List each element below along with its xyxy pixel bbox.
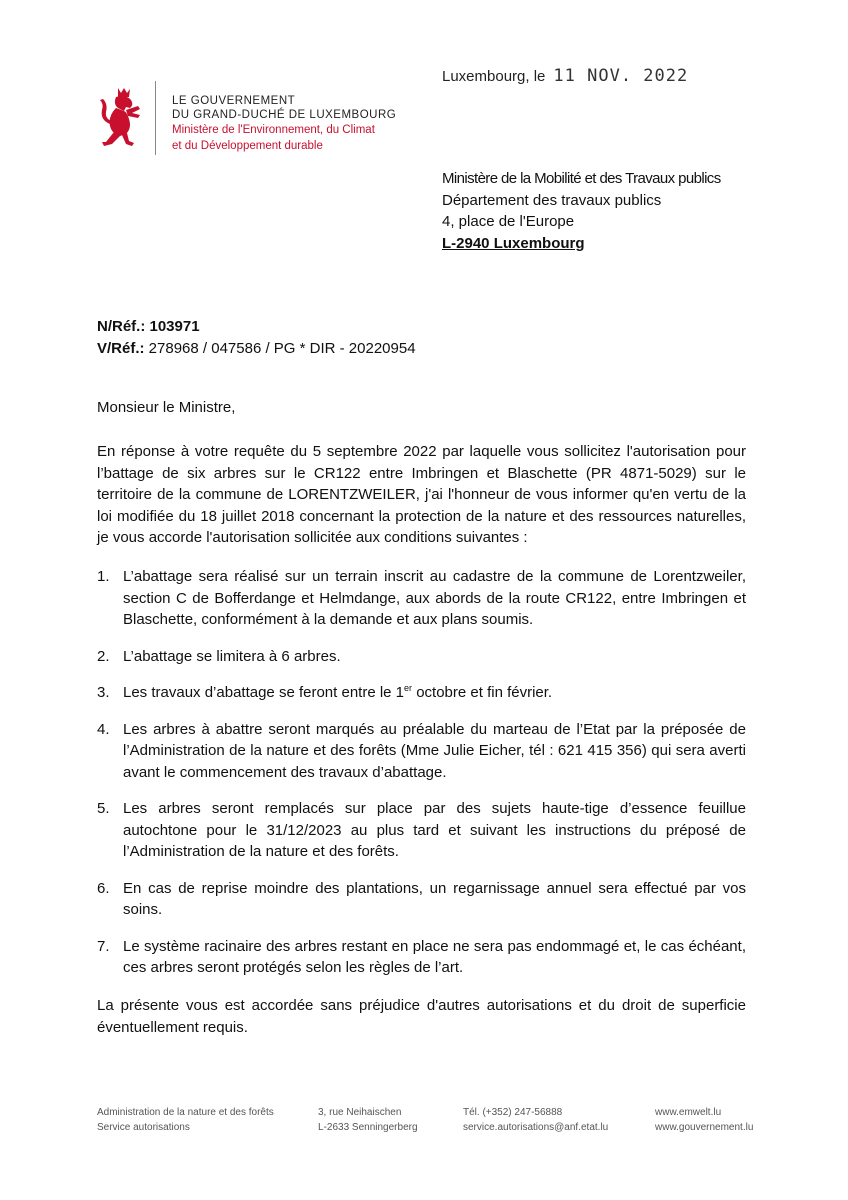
condition-superscript: er [404,683,413,693]
date-place: Luxembourg, le [442,68,546,85]
condition-item [97,566,746,631]
condition-text: Les arbres seront remplacés sur place par des sujets haute-tige d’essence feuillue autochtone pour le 31/12/2023 au plus tard et suivant les instructions du préposé de l’Administration de la nature et des forêts. [123,800,746,860]
footer-website-gouvernement: www.gouvernement.lu [655,1121,754,1133]
ministry-line-2: et du Développement durable [172,140,323,152]
lion-emblem-icon [96,86,146,150]
references [97,316,416,359]
condition-number: 2. [97,647,110,665]
recipient-line-2: Département des travaux publics [442,191,662,209]
footer-administration [97,1106,274,1135]
your-reference-value: 278968 / 047586 / PG * DIR - 20220954 [144,339,416,357]
condition-item [97,798,746,863]
condition-number: 6. [97,879,110,897]
government-header [172,94,396,153]
condition-item [97,878,746,921]
footer-websites [655,1106,753,1135]
condition-number: 5. [97,800,110,817]
footer-email: service.autorisations@anf.etat.lu [463,1121,609,1133]
condition-text: L’abattage se limitera à 6 arbres. [123,647,341,665]
closing-paragraph: La présente vous est accordée sans préjudice d'autres autorisations et du droit de superficie éventuellement requis. [97,997,746,1036]
footer-website-emwelt: www.emwelt.lu [655,1107,722,1118]
government-line-2: DU GRAND-DUCHÉ DE LUXEMBOURG [172,109,397,121]
footer-admin-name: Administration de la nature et des forêts [97,1107,274,1118]
condition-number: 1. [97,568,110,585]
date-stamp: 11 NOV. 2022 [553,66,689,86]
your-reference-label: V/Réf.: [97,339,145,357]
recipient-line-3: 4, place de l'Europe [442,213,575,230]
condition-item [97,682,746,704]
condition-text: L’abattage sera réalisé sur un terrain inscrit au cadastre de la commune de Lorentzweiler, section C de Bofferdange et Helmdange, aux abords de la route CR122, entre Imbringen et Blaschette, conformément à la demande et aux plans soumis. [123,568,746,628]
salutation: Monsieur le Ministre, [97,399,236,416]
conditions-list [97,566,746,979]
condition-item [97,719,746,784]
footer-service: Service autorisations [97,1121,190,1133]
condition-number: 7. [97,937,110,955]
condition-number: 3. [97,684,110,701]
condition-text: Le système racinaire des arbres restant en place ne sera pas endommagé et, le cas échéant, ces arbres seront protégés selon les règles de l’art. [123,937,746,976]
condition-item [97,646,746,668]
footer-phone: Tél. (+352) 247-56888 [463,1107,563,1118]
ministry-line-1: Ministère de l'Environnement, du Climat [172,124,375,136]
government-line-1: LE GOUVERNEMENT [172,95,296,107]
condition-text: Les arbres à abattre seront marqués au préalable du marteau de l’Etat par la préposée de l’Administration de la nature et des forêts (Mme Julie Eicher, tél : 621 415 356) qui sera averti avant le commencement des travaux d’abattage. [123,720,746,781]
intro-paragraph: En réponse à votre requête du 5 septembre 2022 par laquelle vous sollicitez l'autorisation pour l’battage de six arbres sur le CR122 entre Imbringen et Blaschette (PR 4871-5029) sur le territoire de la commune de LORENTZWEILER, j'ai l'honneur de vous informer qu'en vertu de la loi modifiée du 18 juillet 2018 concernant la protection de la nature et des ressources naturelles, je vous accorde l'autorisation sollicitée aux conditions suivantes : [97,443,746,546]
condition-number: 4. [97,720,110,738]
condition-text: En cas de reprise moindre des plantations, un regarnissage annuel sera effectué par vos soins. [123,879,746,918]
footer-postcode: L-2633 Senningerberg [318,1121,418,1133]
footer-address [318,1106,418,1135]
footer-street: 3, rue Neihaischen [318,1107,402,1118]
logo-divider [155,81,156,155]
recipient-line-1: Ministère de la Mobilité et des Travaux publics [442,170,721,187]
condition-text-after: octobre et fin février. [412,684,553,701]
your-reference [97,338,416,360]
our-reference: N/Réf.: 103971 [97,318,200,335]
recipient-address [442,168,721,254]
condition-item [97,936,746,979]
footer-contact [463,1106,608,1135]
condition-text-before: Les travaux d’abattage se feront entre le 1 [123,684,405,701]
date-line [442,66,688,86]
recipient-line-4: L-2940 Luxembourg [442,234,585,252]
